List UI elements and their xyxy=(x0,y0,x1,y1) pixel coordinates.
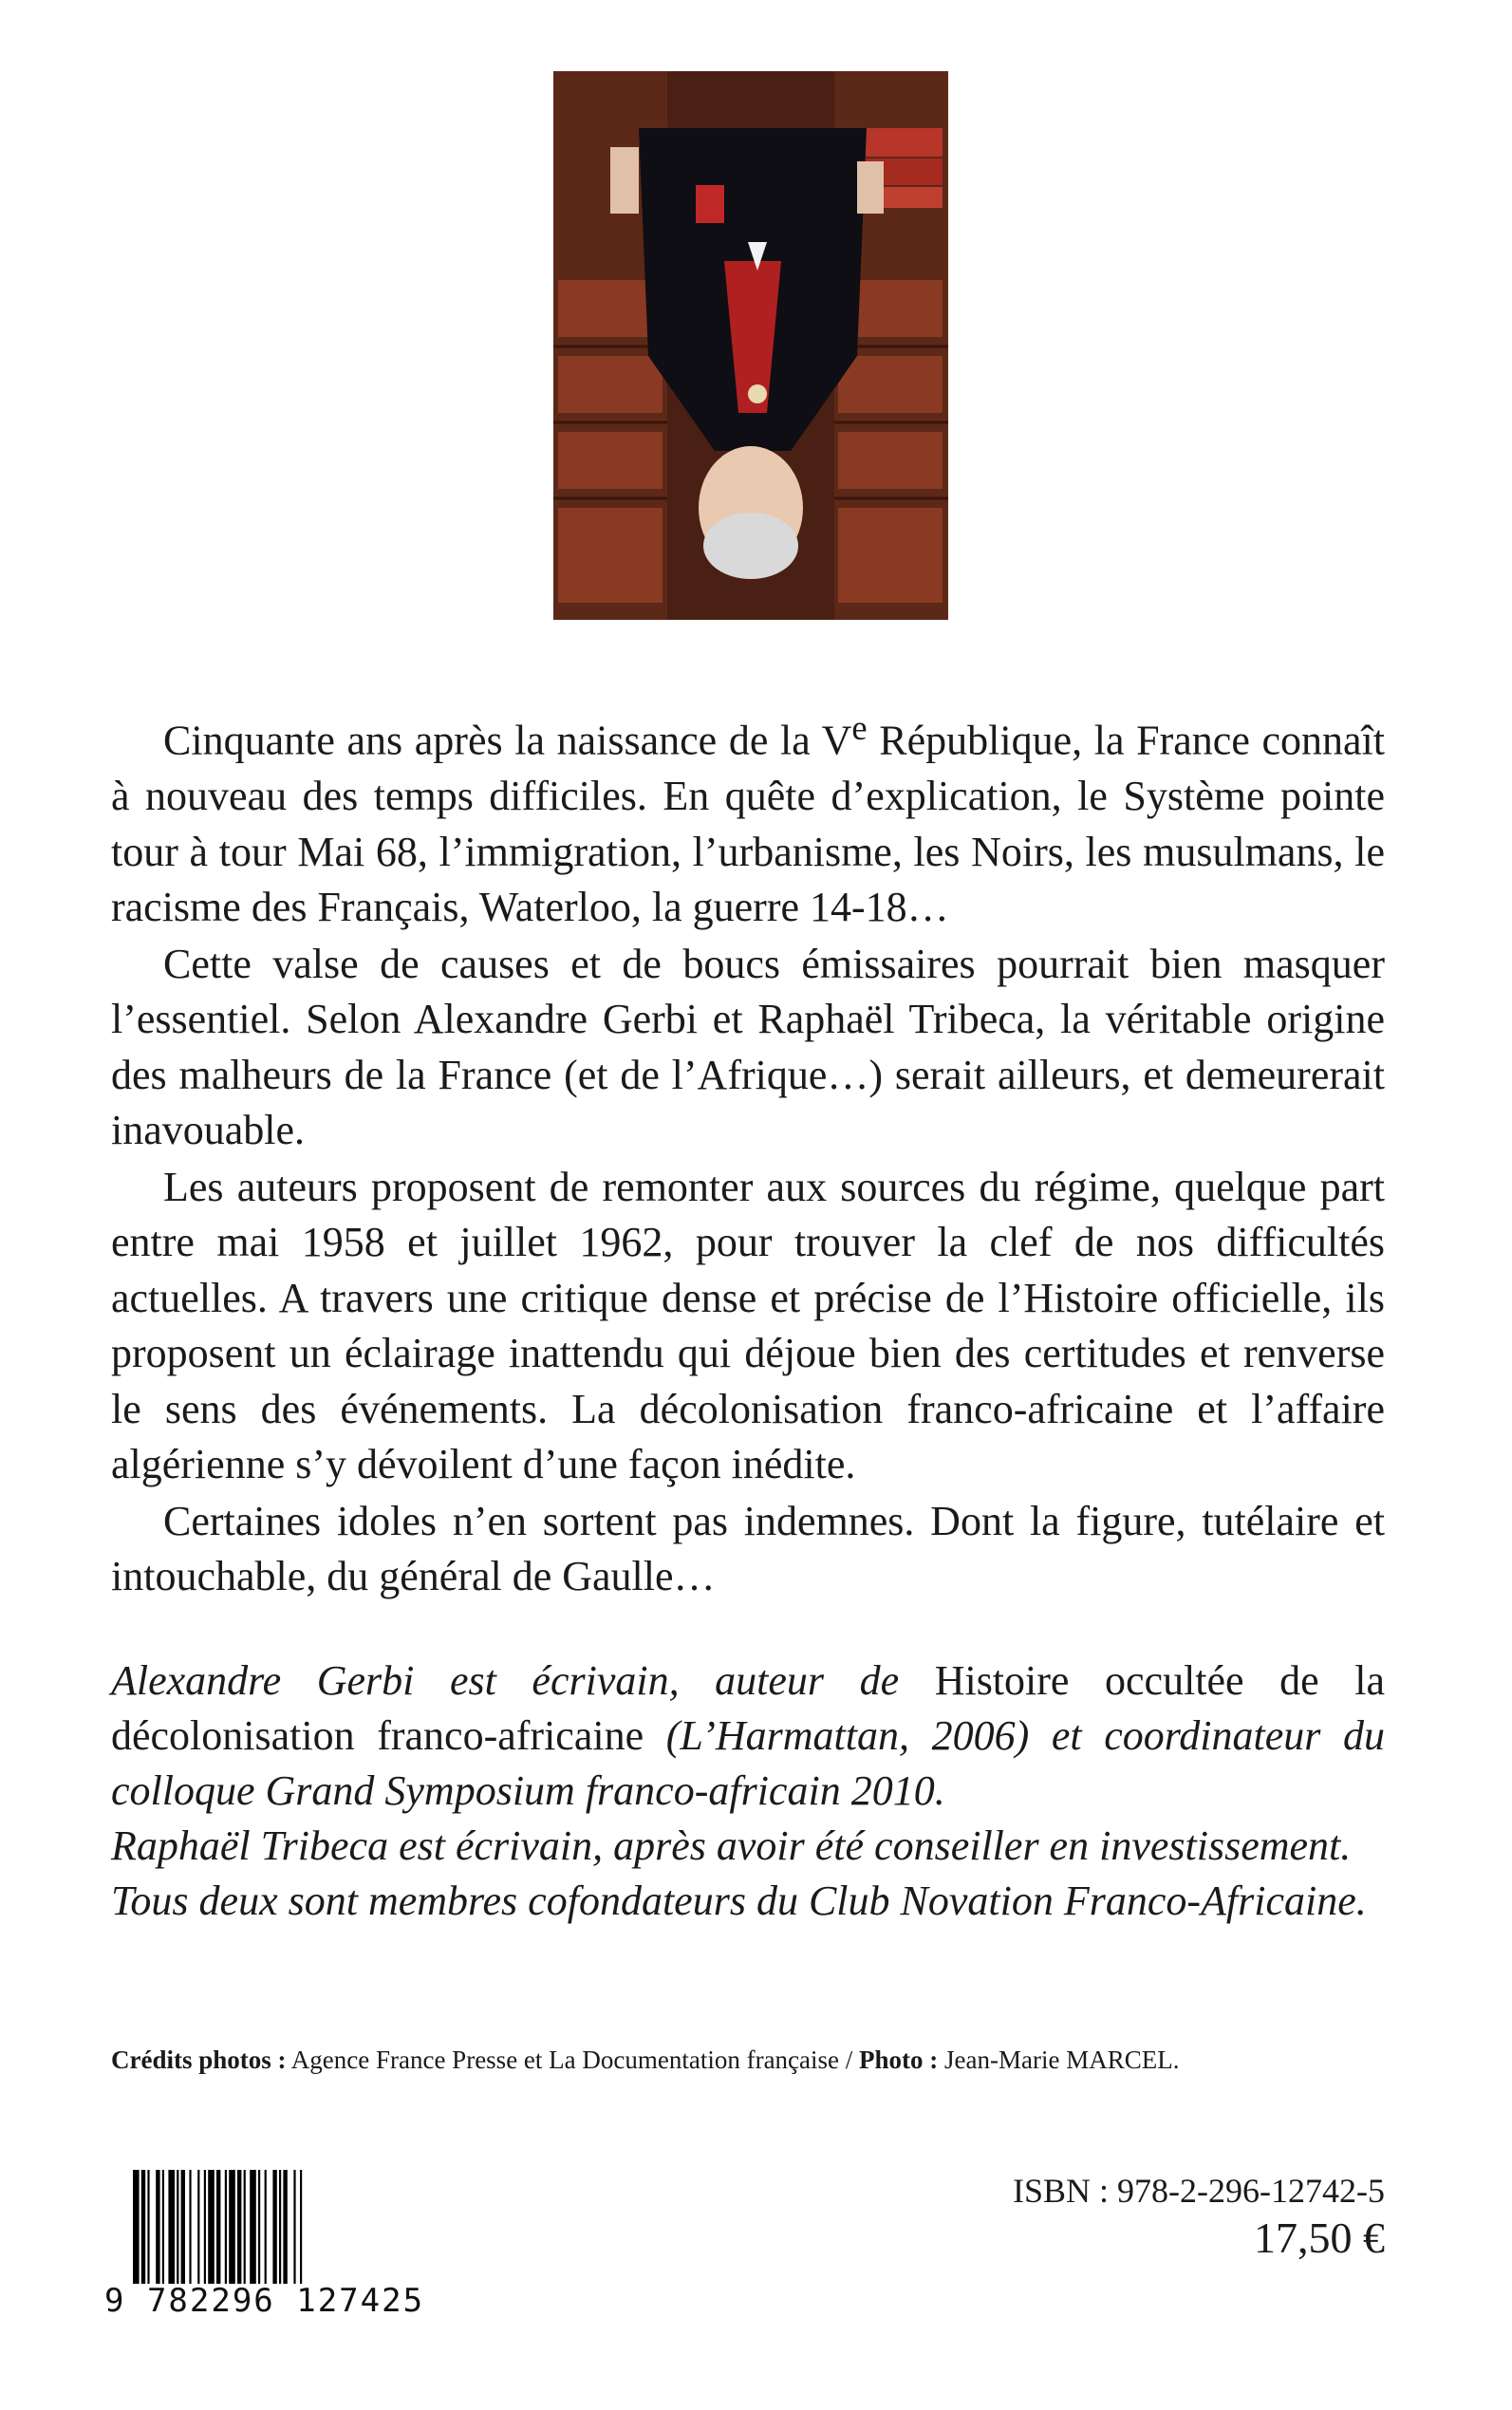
barcode-bar xyxy=(250,2170,256,2284)
barcode-bar xyxy=(279,2170,281,2284)
barcode-bar xyxy=(204,2170,206,2284)
bio-tribeca: Raphaël Tribeca est écrivain, après avoir été conseiller en investissement. xyxy=(111,1822,1352,1869)
barcode-bar xyxy=(258,2170,260,2284)
barcode-bar xyxy=(189,2170,191,2284)
barcode-bar xyxy=(156,2170,159,2284)
photo-credits: Crédits photos : Agence France Presse et La Documentation française / Photo : Jean-Marie MARCEL. xyxy=(111,2046,1180,2074)
bio-both: Tous deux sont membres cofondateurs du Club Novation Franco-Africaine. xyxy=(111,1878,1367,1924)
bio-gerbi: Alexandre Gerbi est écrivain, auteur de Histoire occultée de la décolonisation franco-africaine (L’Harmattan, 2006) et coordinateur du colloque Grand Symposium franco-africain 2010. xyxy=(111,1657,1386,1814)
barcode-bar xyxy=(208,2170,215,2284)
barcode-bar xyxy=(272,2170,276,2284)
author-bio xyxy=(111,1653,1385,1929)
cover-photo xyxy=(553,71,948,620)
summary-text xyxy=(111,701,1385,1606)
barcode-bar xyxy=(197,2170,199,2284)
barcode-bar xyxy=(147,2170,149,2284)
summary-paragraph-1: Cinquante ans après la naissance de la Ve République, la France connaît à nouveau des temps difficiles. En quête d’explication, le Système pointe tour à tour Mai 68, l’immigration, l’urbanisme, les Noirs, les musulmans, le racisme des Français, Waterloo, la guerre 14-18… xyxy=(111,708,1386,931)
barcode-bar xyxy=(181,2170,185,2284)
barcode-bar xyxy=(168,2170,175,2284)
barcode-bar xyxy=(229,2170,235,2284)
barcode-bar xyxy=(293,2170,295,2284)
barcode-bar xyxy=(177,2170,178,2284)
barcode-bar xyxy=(237,2170,241,2284)
summary-paragraph-2: Cette valse de causes et de boucs émissaires pourrait bien masquer l’essentiel. Selon Alexandre Gerbi et Raphaël Tribeca, la véritable origine des malheurs de la France (et de l’Afrique…) serait ailleurs, et demeurerait inavouable. xyxy=(111,940,1385,1154)
summary-paragraph-3: Les auteurs proposent de remonter aux sources du régime, quelque part entre mai 1958 et juillet 1962, pour trouver la clef de nos difficultés actuelles. A travers une critique dense et précise de l’Histoire officielle, ils proposent un éclairage inattendu qui déjoue bien des certitudes et renverse le sens des événements. La décolonisation franco-africaine et l’affaire algérienne s’y dévoilent d’une façon inédite. xyxy=(111,1163,1385,1488)
barcode-bar xyxy=(133,2170,140,2284)
barcode xyxy=(133,2170,446,2284)
barcode-bar xyxy=(265,2170,267,2284)
barcode-bar xyxy=(300,2170,302,2284)
barcode-bar xyxy=(162,2170,164,2284)
summary-paragraph-4: Certaines idoles n’en sortent pas indemnes. Dont la figure, tutélaire et intouchable, du général de Gaulle… xyxy=(111,1497,1385,1600)
barcode-bar xyxy=(283,2170,287,2284)
barcode-bar xyxy=(225,2170,227,2284)
barcode-bar xyxy=(244,2170,246,2284)
barcode-bar xyxy=(216,2170,220,2284)
barcode-bar xyxy=(141,2170,145,2284)
price: 17,50 € xyxy=(1254,2214,1385,2262)
isbn: ISBN : 978-2-296-12742-5 xyxy=(1013,2172,1385,2210)
barcode-digits: 9 782296 127425 xyxy=(104,2282,425,2320)
portrait-image xyxy=(553,71,948,620)
